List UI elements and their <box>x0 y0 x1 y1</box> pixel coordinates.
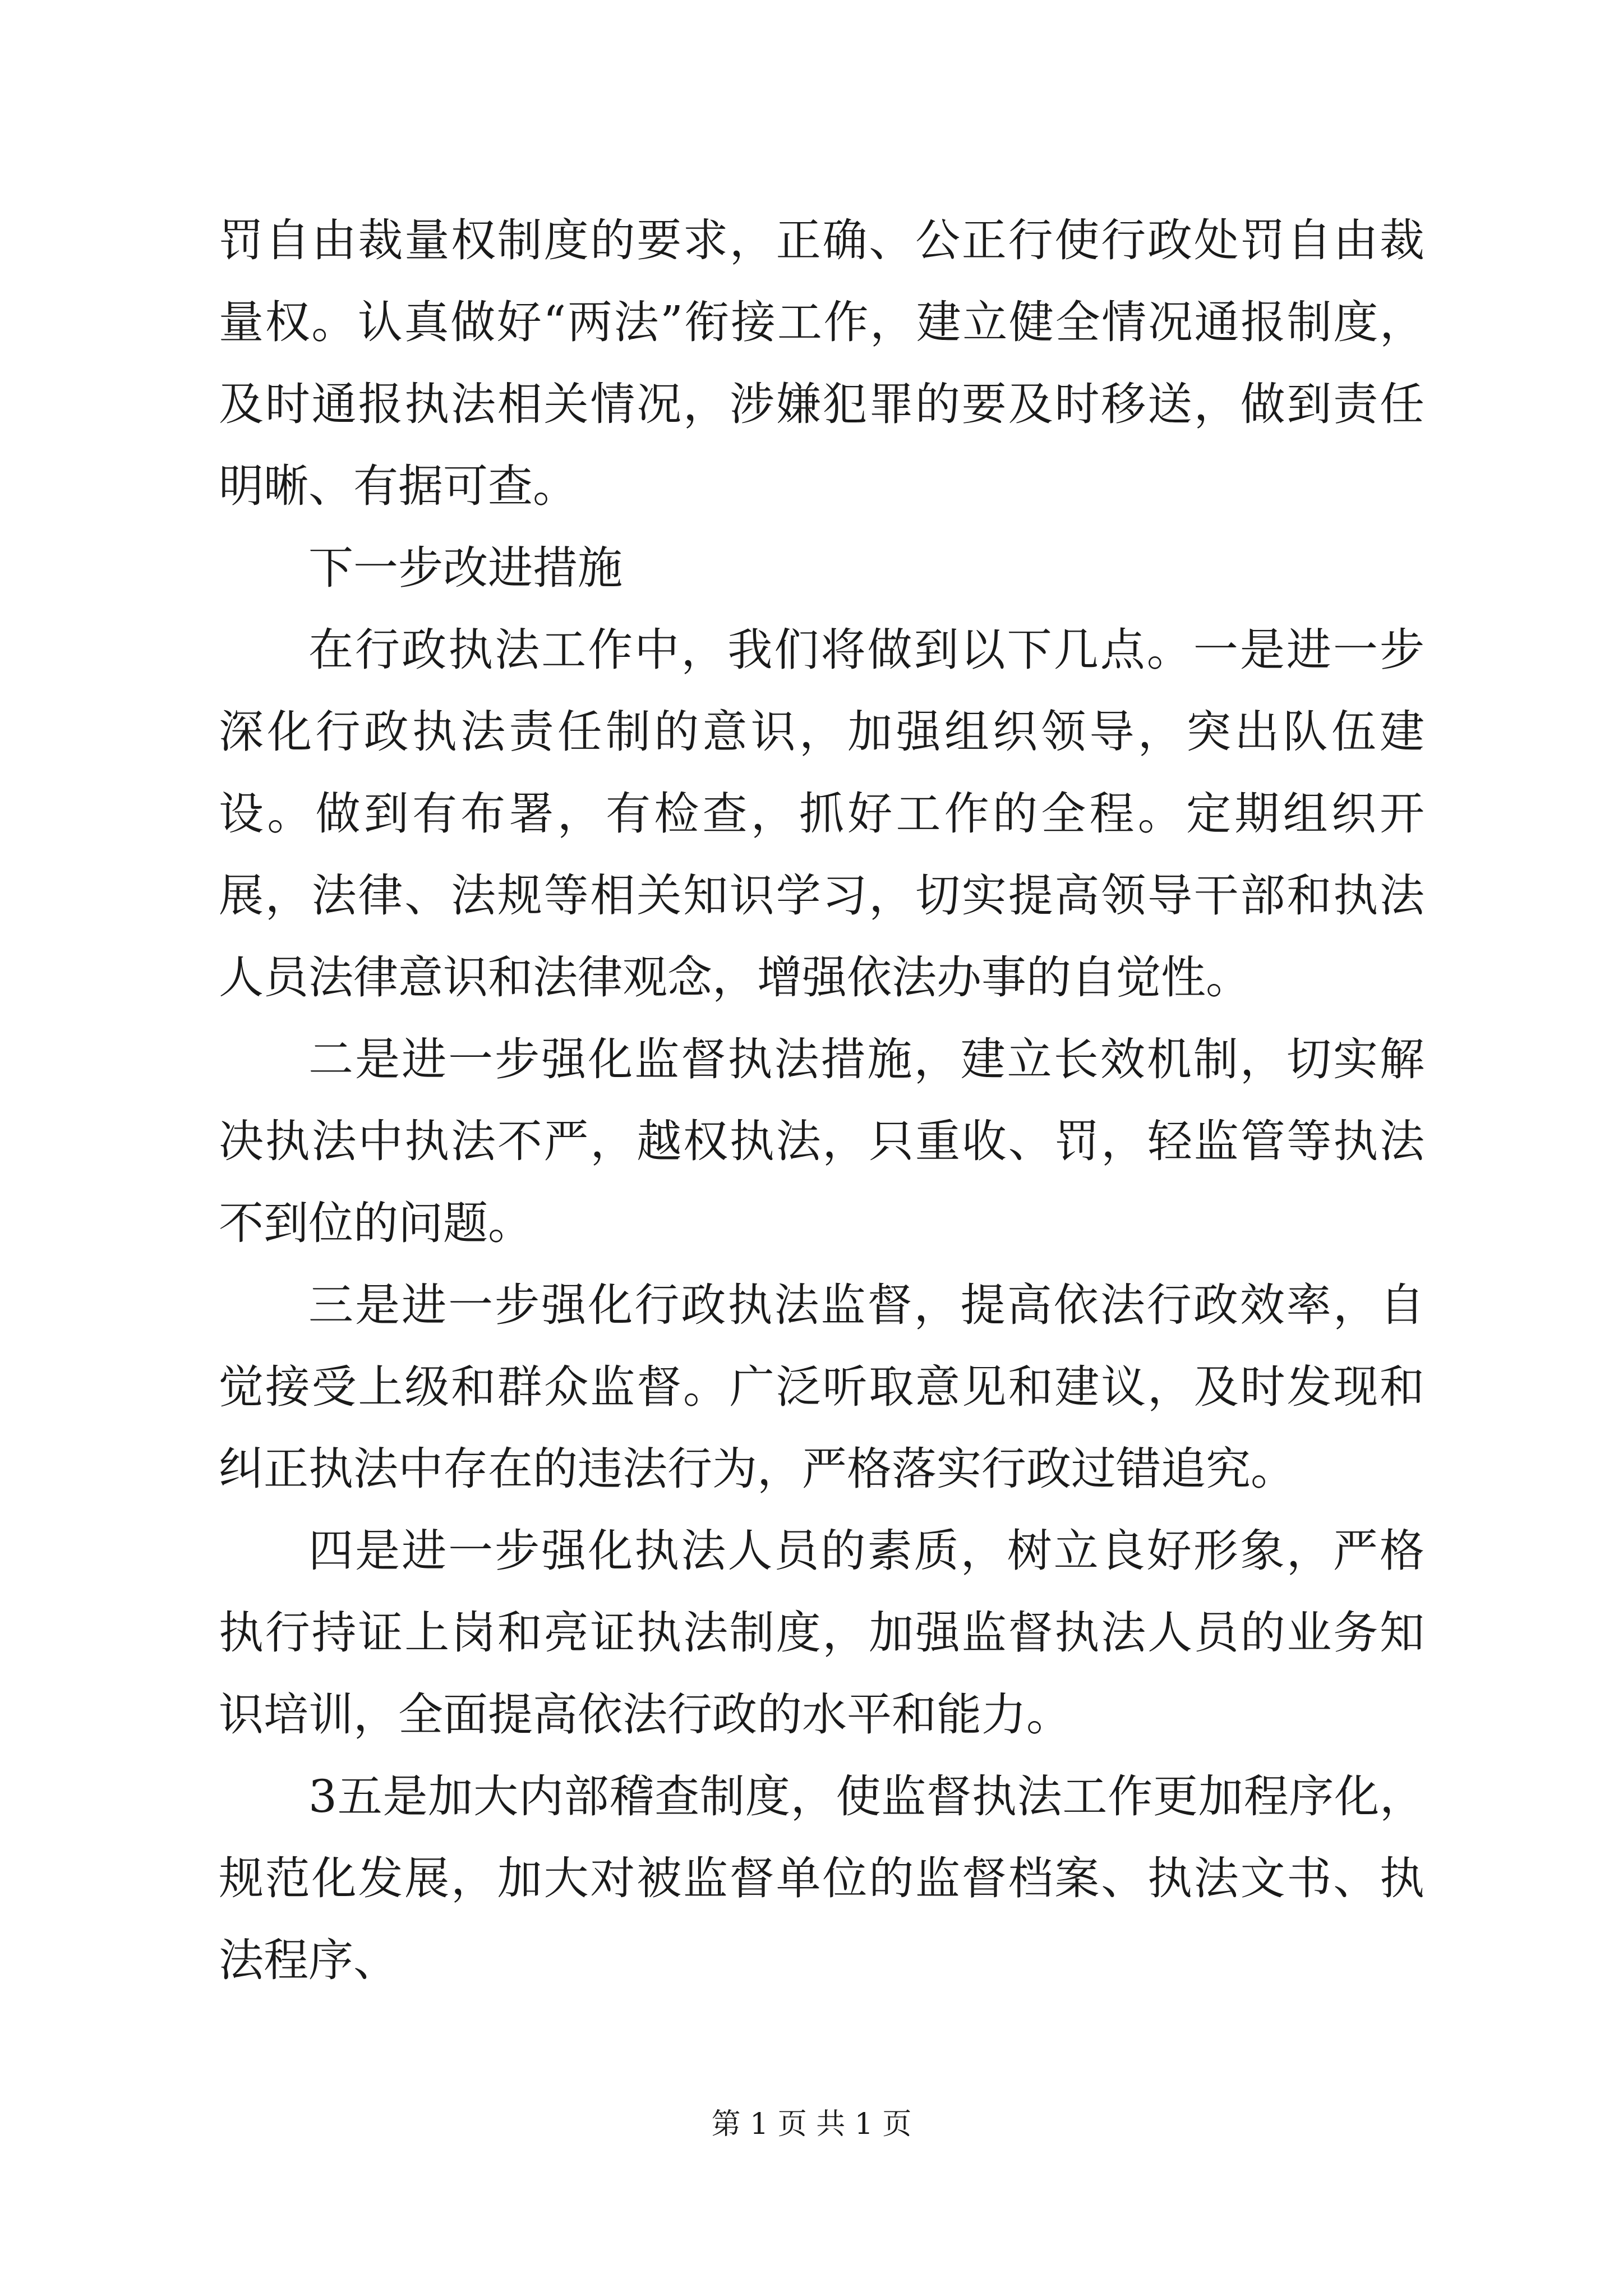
paragraph-point-two: 二是进一步强化监督执法措施，建立长效机制，切实解决执法中执法不严，越权执法，只重收、罚，轻监管等执法不到位的问题。 <box>219 1033 1424 1249</box>
section-heading: 下一步改进措施 <box>308 542 623 594</box>
page-number-footer: 第 1 页 共 1 页 <box>711 2108 912 2141</box>
paragraph-point-three: 三是进一步强化行政执法监督，提高依法行政效率，自觉接受上级和群众监督。广泛听取意见和建议，及时发现和纠正执法中存在的违法行为，严格落实行政过错追究。 <box>219 1279 1424 1495</box>
paragraph-continuation: 罚自由裁量权制度的要求，正确、公正行使行政处罚自由裁量权。认真做好“两法”衔接工作，建立健全情况通报制度，及时通报执法相关情况，涉嫌犯罪的要及时移送，做到责任明晰、有据可查。 <box>219 214 1424 512</box>
paragraph-point-four: 四是进一步强化执法人员的素质，树立良好形象，严格执行持证上岗和亮证执法制度，加强监督执法人员的业务知识培训，全面提高依法行政的水平和能力。 <box>219 1525 1424 1741</box>
paragraph-point-five: 3五是加大内部稽查制度，使监督执法工作更加程序化，规范化发展，加大对被监督单位的监督档案、执法文书、执法程序、 <box>219 1770 1424 1986</box>
paragraph-point-one: 在行政执法工作中，我们将做到以下几点。一是进一步深化行政执法责任制的意识，加强组织领导，突出队伍建设。做到有布署，有检查，抓好工作的全程。定期组织开展，法律、法规等相关知识学习，切实提高领导干部和执法人员法律意识和法律观念，增强依法办事的自觉性。 <box>219 624 1424 1004</box>
document-body <box>219 200 1424 2001</box>
